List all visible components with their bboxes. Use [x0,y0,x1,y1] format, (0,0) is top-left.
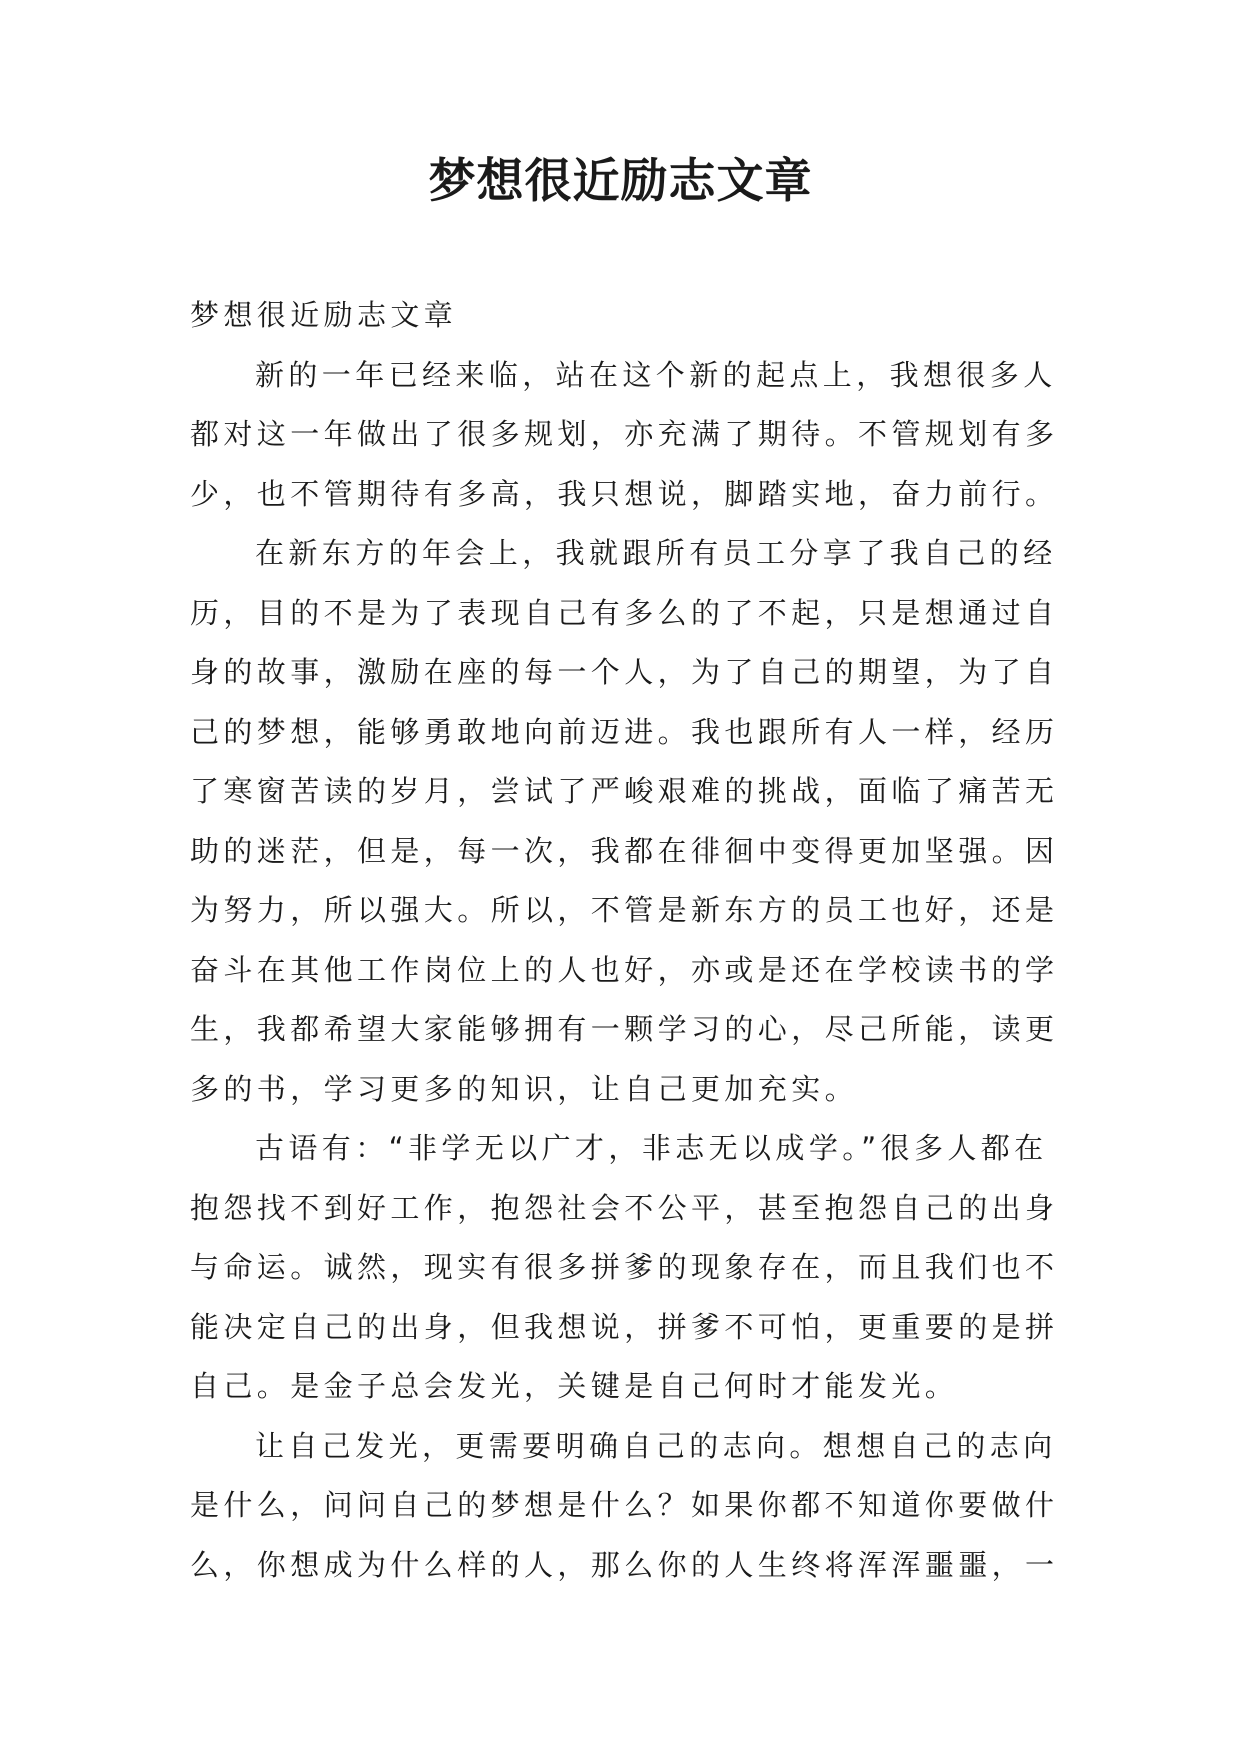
text-line: 少，也不管期待有多高，我只想说，脚踏实地，奋力前行。 [190,476,1059,511]
text-line: 都对这一年做出了很多规划，亦充满了期待。不管规划有多 [190,417,1059,451]
text-line: 为努力，所以强大。所以，不管是新东方的员工也好，还是 [190,893,1059,927]
document-title: 梦想很近励志文章 [428,154,813,209]
text-line: 自己。是金子总会发光，关键是自己何时才能发光。 [190,1369,959,1403]
document-subtitle: 梦想很近励志文章 [190,298,458,332]
text-line: 生，我都希望大家能够拥有一颗学习的心，尽己所能，读更 [190,1012,1059,1046]
text-line: 己的梦想，能够勇敢地向前迈进。我也跟所有人一样，经历 [190,714,1059,749]
paragraph-1 [190,346,1060,525]
text-line: 身的故事，激励在座的每一个人，为了自己的期望，为了自 [190,655,1059,689]
text-line: 奋斗在其他工作岗位上的人也好，亦或是还在学校读书的学 [190,952,1059,987]
text-line: 古语有：“非学无以广才，非志无以成学。”很多人都在 [255,1131,1048,1165]
text-line: 抱怨找不到好工作，抱怨社会不公平，甚至抱怨自己的出身 [190,1190,1059,1225]
text-line: 与命运。诚然，现实有很多拼爹的现象存在，而且我们也不 [190,1250,1059,1284]
text-line: 历，目的不是为了表现自己有多么的了不起，只是想通过自 [190,595,1059,630]
text-line: 多的书，学习更多的知识，让自己更加充实。 [190,1071,859,1106]
text-line: 么，你想成为什么样的人，那么你的人生终将浑浑噩噩，一 [190,1547,1059,1582]
document-body [190,286,1060,1595]
text-line: 能决定自己的出身，但我想说，拼爹不可怕，更重要的是拼 [190,1309,1059,1344]
paragraph-3 [190,1119,1060,1417]
text-line: 了寒窗苦读的岁月，尝试了严峻艰难的挑战，面临了痛苦无 [190,774,1059,808]
text-line: 让自己发光，更需要明确自己的志向。想想自己的志向 [255,1428,1057,1463]
text-line: 是什么，问问自己的梦想是什么？如果你都不知道你要做什 [190,1488,1059,1522]
text-line: 助的迷茫，但是，每一次，我都在徘徊中变得更加坚强。因 [190,833,1059,868]
text-line: 在新东方的年会上，我就跟所有员工分享了我自己的经 [255,536,1057,570]
paragraph-2 [190,524,1060,1119]
paragraph-4 [190,1417,1060,1596]
text-line: 新的一年已经来临，站在这个新的起点上，我想很多人 [255,357,1057,392]
